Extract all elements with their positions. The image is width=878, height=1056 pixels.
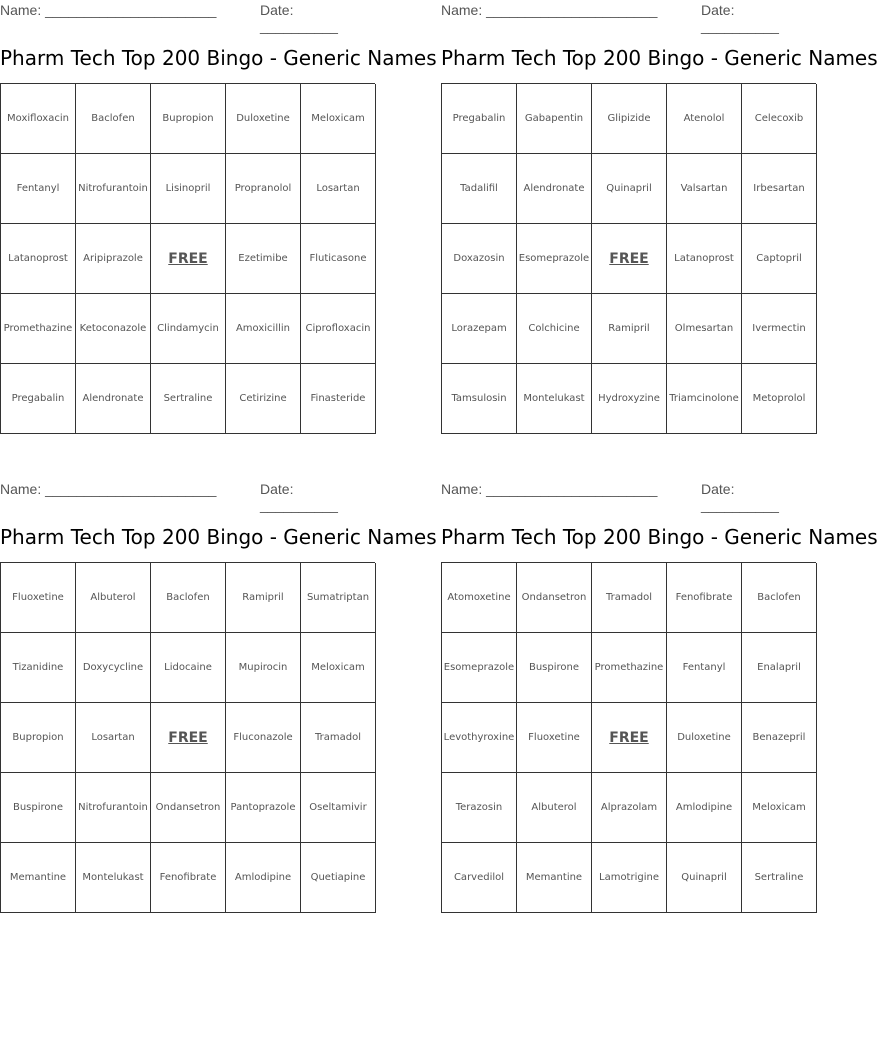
- name-field: Name: ______________________: [0, 2, 217, 18]
- bingo-cell: Pantoprazole: [226, 773, 301, 843]
- date-field: Date: __________: [260, 481, 338, 513]
- bingo-cell: Baclofen: [76, 84, 151, 154]
- name-date-row: [0, 479, 375, 513]
- bingo-cell: Quetiapine: [301, 843, 376, 913]
- name-field: Name: ______________________: [441, 481, 658, 497]
- bingo-cell: Propranolol: [226, 154, 301, 224]
- bingo-cell: Doxycycline: [76, 633, 151, 703]
- date-field: Date: __________: [260, 2, 338, 34]
- bingo-cell: Esomeprazole: [517, 224, 592, 294]
- bingo-cell: Promethazine: [592, 633, 667, 703]
- bingo-cell: Aripiprazole: [76, 224, 151, 294]
- bingo-cell: Enalapril: [742, 633, 817, 703]
- bingo-cell: Tizanidine: [1, 633, 76, 703]
- name-date-row: [441, 0, 816, 34]
- bingo-cell: Irbesartan: [742, 154, 817, 224]
- bingo-cell: Levothyroxine: [442, 703, 517, 773]
- free-space: FREE: [151, 224, 226, 294]
- free-space: FREE: [592, 703, 667, 773]
- bingo-grid: [441, 83, 816, 434]
- bingo-grid: [0, 83, 375, 434]
- card-title: Pharm Tech Top 200 Bingo - Generic Names: [441, 525, 878, 549]
- bingo-cell: Tramadol: [301, 703, 376, 773]
- bingo-cell: Baclofen: [151, 563, 226, 633]
- bingo-cell: Albuterol: [76, 563, 151, 633]
- bingo-cell: Oseltamivir: [301, 773, 376, 843]
- bingo-cell: Baclofen: [742, 563, 817, 633]
- bingo-cell: Lamotrigine: [592, 843, 667, 913]
- bingo-cell: Metoprolol: [742, 364, 817, 434]
- bingo-cell: Bupropion: [151, 84, 226, 154]
- bingo-card-1: [0, 0, 437, 434]
- bingo-cell: Moxifloxacin: [1, 84, 76, 154]
- bingo-cell: Atomoxetine: [442, 563, 517, 633]
- bingo-cell: Lorazepam: [442, 294, 517, 364]
- bingo-cell: Losartan: [76, 703, 151, 773]
- bingo-card-2: [441, 0, 878, 434]
- bingo-cell: Buspirone: [1, 773, 76, 843]
- card-title: Pharm Tech Top 200 Bingo - Generic Names: [0, 525, 437, 549]
- bingo-card-3: [0, 479, 437, 913]
- bingo-cell: Clindamycin: [151, 294, 226, 364]
- bingo-cell: Quinapril: [667, 843, 742, 913]
- bingo-cell: Buspirone: [517, 633, 592, 703]
- bingo-cell: Losartan: [301, 154, 376, 224]
- bingo-cell: Alendronate: [517, 154, 592, 224]
- bingo-cell: Meloxicam: [301, 633, 376, 703]
- bingo-cell: Promethazine: [1, 294, 76, 364]
- bingo-cell: Ezetimibe: [226, 224, 301, 294]
- bingo-cell: Albuterol: [517, 773, 592, 843]
- bingo-cell: Ramipril: [226, 563, 301, 633]
- bingo-cell: Fluoxetine: [517, 703, 592, 773]
- bingo-cell: Esomeprazole: [442, 633, 517, 703]
- bingo-cell: Pregabalin: [442, 84, 517, 154]
- bingo-cell: Mupirocin: [226, 633, 301, 703]
- bingo-cell: Fentanyl: [667, 633, 742, 703]
- bingo-cell: Latanoprost: [667, 224, 742, 294]
- bingo-cell: Fenofibrate: [667, 563, 742, 633]
- bingo-cell: Nitrofurantoin: [76, 773, 151, 843]
- card-title: Pharm Tech Top 200 Bingo - Generic Names: [441, 46, 878, 70]
- bingo-cell: Tadalifil: [442, 154, 517, 224]
- bingo-cell: Carvedilol: [442, 843, 517, 913]
- bingo-cell: Ciprofloxacin: [301, 294, 376, 364]
- bingo-cell: Gabapentin: [517, 84, 592, 154]
- bingo-cell: Meloxicam: [742, 773, 817, 843]
- bingo-cell: Amlodipine: [226, 843, 301, 913]
- bingo-cell: Colchicine: [517, 294, 592, 364]
- bingo-cell: Memantine: [517, 843, 592, 913]
- bingo-cell: Olmesartan: [667, 294, 742, 364]
- bingo-cell: Sertraline: [151, 364, 226, 434]
- bingo-cell: Triamcinolone: [667, 364, 742, 434]
- name-date-row: [441, 479, 816, 513]
- bingo-cell: Amoxicillin: [226, 294, 301, 364]
- bingo-cell: Celecoxib: [742, 84, 817, 154]
- bingo-cell: Quinapril: [592, 154, 667, 224]
- bingo-cell: Bupropion: [1, 703, 76, 773]
- bingo-cell: Duloxetine: [667, 703, 742, 773]
- bingo-cell: Pregabalin: [1, 364, 76, 434]
- bingo-cell: Tramadol: [592, 563, 667, 633]
- bingo-cell: Sumatriptan: [301, 563, 376, 633]
- date-field: Date: __________: [701, 481, 779, 513]
- bingo-cell: Lisinopril: [151, 154, 226, 224]
- bingo-cell: Atenolol: [667, 84, 742, 154]
- bingo-grid: [0, 562, 375, 913]
- bingo-cell: Ondansetron: [517, 563, 592, 633]
- bingo-cell: Meloxicam: [301, 84, 376, 154]
- date-field: Date: __________: [701, 2, 779, 34]
- card-title: Pharm Tech Top 200 Bingo - Generic Names: [0, 46, 437, 70]
- bingo-cell: Sertraline: [742, 843, 817, 913]
- bingo-cell: Alendronate: [76, 364, 151, 434]
- free-space: FREE: [592, 224, 667, 294]
- bingo-cell: Captopril: [742, 224, 817, 294]
- bingo-cell: Ramipril: [592, 294, 667, 364]
- bingo-card-4: [441, 479, 878, 913]
- bingo-cell: Fluoxetine: [1, 563, 76, 633]
- bingo-cell: Hydroxyzine: [592, 364, 667, 434]
- bingo-cell: Benazepril: [742, 703, 817, 773]
- bingo-cell: Ondansetron: [151, 773, 226, 843]
- bingo-cell: Terazosin: [442, 773, 517, 843]
- bingo-cell: Montelukast: [76, 843, 151, 913]
- bingo-cell: Fluticasone: [301, 224, 376, 294]
- name-date-row: [0, 0, 375, 34]
- bingo-cell: Ivermectin: [742, 294, 817, 364]
- free-space: FREE: [151, 703, 226, 773]
- bingo-cell: Ketoconazole: [76, 294, 151, 364]
- bingo-cell: Montelukast: [517, 364, 592, 434]
- bingo-cell: Fentanyl: [1, 154, 76, 224]
- bingo-cell: Valsartan: [667, 154, 742, 224]
- bingo-cell: Fenofibrate: [151, 843, 226, 913]
- bingo-cell: Alprazolam: [592, 773, 667, 843]
- bingo-cell: Finasteride: [301, 364, 376, 434]
- bingo-grid: [441, 562, 816, 913]
- bingo-cell: Fluconazole: [226, 703, 301, 773]
- bingo-cell: Latanoprost: [1, 224, 76, 294]
- bingo-cell: Cetirizine: [226, 364, 301, 434]
- bingo-cell: Doxazosin: [442, 224, 517, 294]
- bingo-cell: Tamsulosin: [442, 364, 517, 434]
- bingo-cell: Memantine: [1, 843, 76, 913]
- bingo-cell: Amlodipine: [667, 773, 742, 843]
- bingo-cell: Nitrofurantoin: [76, 154, 151, 224]
- name-field: Name: ______________________: [0, 481, 217, 497]
- bingo-cell: Duloxetine: [226, 84, 301, 154]
- bingo-cell: Glipizide: [592, 84, 667, 154]
- name-field: Name: ______________________: [441, 2, 658, 18]
- bingo-cell: Lidocaine: [151, 633, 226, 703]
